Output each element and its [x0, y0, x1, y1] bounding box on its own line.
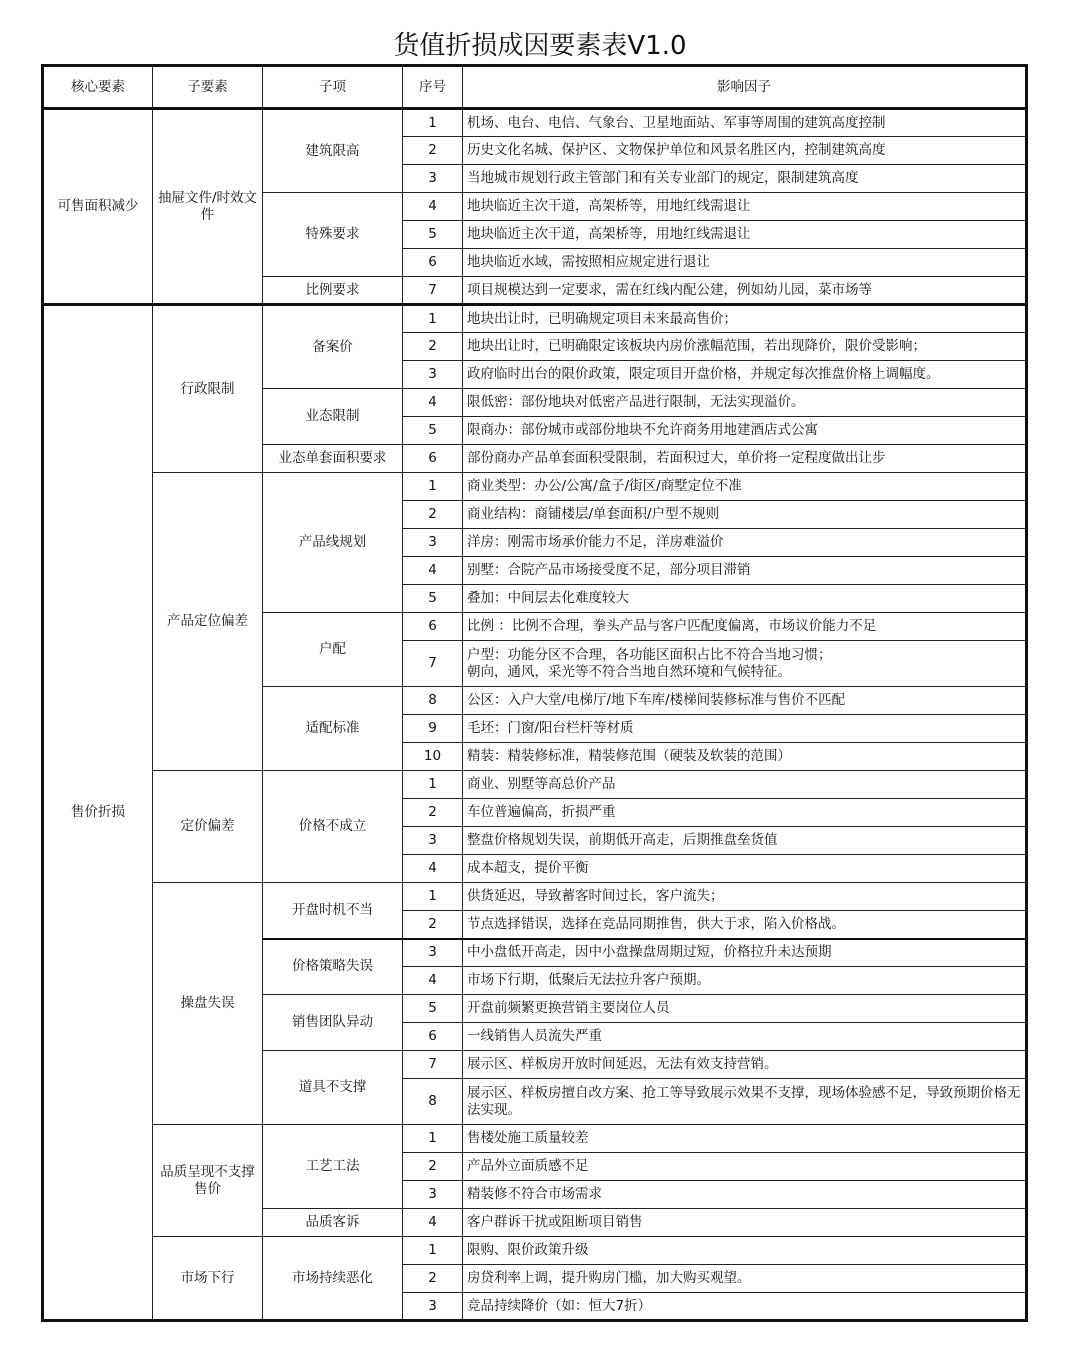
table-row: [43, 305, 1027, 333]
factor-cell: 地块临近主次干道，高架桥等，用地红线需退让: [463, 193, 1027, 221]
seq-cell: 5: [403, 417, 463, 445]
sub-cell: 操盘失误: [153, 883, 263, 1125]
factor-cell: 精装修不符合市场需求: [463, 1181, 1027, 1209]
sub-cell: 定价偏差: [153, 771, 263, 883]
seq-cell: 2: [403, 333, 463, 361]
factor-cell: 客户群诉干扰或阻断项目销售: [463, 1209, 1027, 1237]
seq-cell: 6: [403, 613, 463, 641]
item-cell: 备案价: [263, 305, 403, 389]
seq-cell: 2: [403, 911, 463, 939]
factor-cell: 一线销售人员流失严重: [463, 1023, 1027, 1051]
seq-cell: 7: [403, 277, 463, 305]
seq-cell: 1: [403, 883, 463, 911]
factor-cell: 市场下行期，低聚后无法拉升客户预期。: [463, 967, 1027, 995]
table-row: [43, 473, 1027, 501]
item-cell: 开盘时机不当: [263, 883, 403, 939]
factor-cell: 商业、别墅等高总价产品: [463, 771, 1027, 799]
seq-cell: 5: [403, 585, 463, 613]
sub-cell: 品质呈现不支撑售价: [153, 1125, 263, 1237]
seq-cell: 4: [403, 193, 463, 221]
seq-cell: 5: [403, 995, 463, 1023]
item-cell: 比例要求: [263, 277, 403, 305]
seq-cell: 4: [403, 1209, 463, 1237]
seq-cell: 2: [403, 1265, 463, 1293]
seq-cell: 1: [403, 473, 463, 501]
seq-cell: 2: [403, 137, 463, 165]
item-cell: 市场持续恶化: [263, 1237, 403, 1321]
seq-cell: 1: [403, 771, 463, 799]
factor-cell: 商业类型：办公/公寓/盒子/街区/商墅定位不准: [463, 473, 1027, 501]
factor-cell: 机场、电台、电信、气象台、卫星地面站、军事等周围的建筑高度控制: [463, 109, 1027, 137]
item-cell: 建筑限高: [263, 109, 403, 193]
factor-cell: 限商办：部份城市或部份地块不允许商务用地建酒店式公寓: [463, 417, 1027, 445]
seq-cell: 4: [403, 557, 463, 585]
sub-cell: 产品定位偏差: [153, 473, 263, 771]
seq-cell: 6: [403, 249, 463, 277]
factor-cell: 中小盘低开高走，因中小盘操盘周期过短，价格拉升未达预期: [463, 939, 1027, 967]
factor-cell: 限购、限价政策升级: [463, 1237, 1027, 1265]
factor-cell: 地块出让时，已明确规定项目未来最高售价；: [463, 305, 1027, 333]
page-title: 货值折损成因要素表V1.0: [393, 31, 687, 61]
factor-cell: 洋房：刚需市场承价能力不足，洋房难溢价: [463, 529, 1027, 557]
factor-cell: [463, 641, 1027, 687]
factor-cell: 成本超支，提价平衡: [463, 855, 1027, 883]
header-item: 子项: [263, 66, 403, 109]
factor-cell: 限低密：部份地块对低密产品进行限制，无法实现溢价。: [463, 389, 1027, 417]
seq-cell: 4: [403, 855, 463, 883]
seq-cell: 2: [403, 1153, 463, 1181]
factor-cell: 地块临近主次干道，高架桥等，用地红线需退让: [463, 221, 1027, 249]
factor-cell: 叠加：中间层去化难度较大: [463, 585, 1027, 613]
item-cell: 价格策略失误: [263, 939, 403, 995]
factor-cell: 政府临时出台的限价政策，限定项目开盘价格，并规定每次推盘价格上调幅度。: [463, 361, 1027, 389]
factor-cell: 别墅：合院产品市场接受度不足，部分项目滞销: [463, 557, 1027, 585]
seq-cell: 3: [403, 827, 463, 855]
seq-cell: 7: [403, 641, 463, 687]
table-row: [43, 1237, 1027, 1265]
item-cell: 道具不支撑: [263, 1051, 403, 1125]
factor-table: [41, 64, 1028, 1322]
seq-cell: 3: [403, 165, 463, 193]
factor-cell: 地块出让时，已明确限定该板块内房价涨幅范围，若出现降价，限价受影响；: [463, 333, 1027, 361]
seq-cell: 3: [403, 361, 463, 389]
item-cell: 产品线规划: [263, 473, 403, 613]
seq-cell: 8: [403, 1079, 463, 1125]
core-cell: 可售面积减少: [43, 109, 153, 305]
seq-cell: 2: [403, 501, 463, 529]
factor-cell: 项目规模达到一定要求，需在红线内配公建，例如幼儿园，菜市场等: [463, 277, 1027, 305]
factor-cell: 毛坯：门窗/阳台栏杆等材质: [463, 715, 1027, 743]
factor-cell: 当地城市规划行政主管部门和有关专业部门的规定，限制建筑高度: [463, 165, 1027, 193]
table-row: [43, 883, 1027, 911]
seq-cell: 7: [403, 1051, 463, 1079]
factor-cell: 售楼处施工质量较差: [463, 1125, 1027, 1153]
seq-cell: 8: [403, 687, 463, 715]
seq-cell: 1: [403, 305, 463, 333]
item-cell: 户配: [263, 613, 403, 687]
factor-cell: 产品外立面质感不足: [463, 1153, 1027, 1181]
factor-cell: 商业结构：商铺楼层/单套面积/户型不规则: [463, 501, 1027, 529]
header-core: 核心要素: [43, 66, 153, 109]
item-cell: 品质客诉: [263, 1209, 403, 1237]
factor-cell: 供货延迟，导致蓄客时间过长，客户流失；: [463, 883, 1027, 911]
factor-cell: 地块临近水域，需按照相应规定进行退让: [463, 249, 1027, 277]
seq-cell: 2: [403, 799, 463, 827]
seq-cell: 3: [403, 529, 463, 557]
factor-cell: 节点选择错误，选择在竞品同期推售，供大于求，陷入价格战。: [463, 911, 1027, 939]
seq-cell: 6: [403, 445, 463, 473]
item-cell: 特殊要求: [263, 193, 403, 277]
seq-cell: 1: [403, 1237, 463, 1265]
factor-cell: 展示区、样板房开放时间延迟，无法有效支持营销。: [463, 1051, 1027, 1079]
factor-cell: 竞品持续降价（如：恒大7折）: [463, 1293, 1027, 1321]
factor-cell: 车位普遍偏高，折损严重: [463, 799, 1027, 827]
factor-cell: 展示区、样板房擅自改方案、抢工等导致展示效果不支撑，现场体验感不足，导致预期价格无法实现。: [463, 1079, 1027, 1125]
item-cell: 业态限制: [263, 389, 403, 445]
factor-cell: 精装：精装修标准，精装修范围（硬装及软装的范围）: [463, 743, 1027, 771]
factor-cell: 公区：入户大堂/电梯厅/地下车库/楼梯间装修标准与售价不匹配: [463, 687, 1027, 715]
table-row: [43, 1125, 1027, 1153]
sub-cell: 市场下行: [153, 1237, 263, 1321]
seq-cell: 3: [403, 939, 463, 967]
table-row: [43, 771, 1027, 799]
item-cell: 适配标准: [263, 687, 403, 771]
seq-cell: 6: [403, 1023, 463, 1051]
item-cell: 工艺工法: [263, 1125, 403, 1209]
seq-cell: 3: [403, 1293, 463, 1321]
seq-cell: 10: [403, 743, 463, 771]
sub-cell: 抽屉文件/时效文件: [153, 109, 263, 305]
seq-cell: 1: [403, 1125, 463, 1153]
factor-cell: 历史文化名城、保护区、文物保护单位和风景名胜区内，控制建筑高度: [463, 137, 1027, 165]
factor-cell: 开盘前频繁更换营销主要岗位人员: [463, 995, 1027, 1023]
core-cell: 售价折损: [43, 305, 153, 1321]
factor-cell: 整盘价格规划失误，前期低开高走，后期推盘垒货值: [463, 827, 1027, 855]
header-seq: 序号: [403, 66, 463, 109]
factor-cell: 比例 ：比例不合理，拳头产品与客户匹配度偏离，市场议价能力不足: [463, 613, 1027, 641]
seq-cell: 1: [403, 109, 463, 137]
header-sub: 子要素: [153, 66, 263, 109]
factor-line: 朝向，通风，采光等不符合当地自然环境和气候特征。: [467, 663, 791, 680]
seq-cell: 3: [403, 1181, 463, 1209]
table-row: [43, 109, 1027, 137]
seq-cell: 5: [403, 221, 463, 249]
item-cell: 业态单套面积要求: [263, 445, 403, 473]
item-cell: 销售团队异动: [263, 995, 403, 1051]
sub-cell: 行政限制: [153, 305, 263, 473]
header-factor: 影响因子: [463, 66, 1027, 109]
factor-cell: 房贷利率上调，提升购房门槛，加大购买观望。: [463, 1265, 1027, 1293]
table-header-row: [43, 66, 1027, 109]
item-cell: 价格不成立: [263, 771, 403, 883]
factor-cell: 部份商办产品单套面积受限制，若面积过大，单价将一定程度做出让步: [463, 445, 1027, 473]
factor-line: 户型：功能分区不合理，各功能区面积占比不符合当地习惯；: [467, 646, 832, 663]
seq-cell: 9: [403, 715, 463, 743]
seq-cell: 4: [403, 967, 463, 995]
seq-cell: 4: [403, 389, 463, 417]
